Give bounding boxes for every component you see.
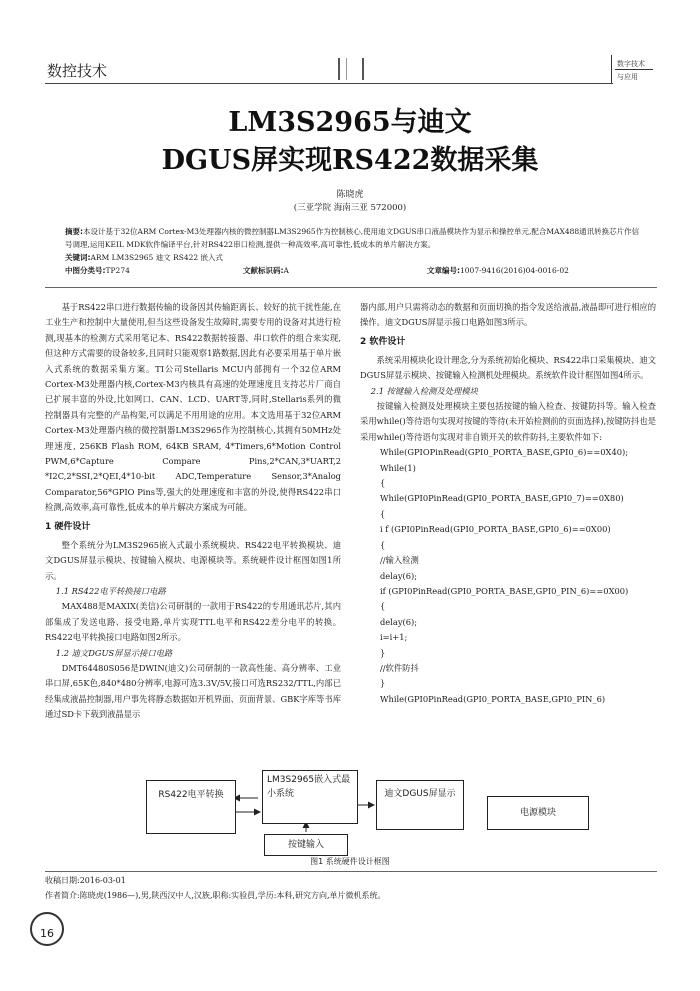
keywords-label: 关键词: <box>65 253 91 262</box>
code-line: While(GPI0PinRead(GPI0_PORTA_BASE,GPI0_7)==0X80) <box>380 493 624 504</box>
article-number-value: 1007-9416(2016)04-0016-02 <box>460 266 569 275</box>
code-line: While(1) <box>380 462 416 473</box>
code-line: //软件防抖 <box>380 662 419 673</box>
classification-label: 中图分类号: <box>65 266 106 275</box>
affiliation: (三亚学院 海南三亚 572000) <box>293 203 407 213</box>
heading-hardware: 1 硬件设计 <box>45 521 91 532</box>
code-line: i f (GPI0PinRead(GPI0_PORTA_BASE,GPI0_6)==0X00) <box>380 524 611 535</box>
abstract-text: 本设计基于32位ARM Cortex-M3处理器内核的微控制器LM3S2965作为控制核心,使用迪文DGUS串口液晶模块作为显示和操控单元,配合MAX488通讯转换芯片作信号调理,运用KEIL MDK软件编译平台,针对RS422串口检测,提供一种高效率,高可靠性,低成本的单片解决方案。 <box>65 227 640 249</box>
intro-paragraph: 基于RS422串口进行数据传输的设备因其传输距离长、较好的抗干扰性能,在工业生产和控制中大量使用,但当这些设备发生故障时,需要专用的设备对其进行检测,现基本的检测方式采用笔记本、RS422数据转接器、串口软件的组合来实现,但这种方式需要的设备较多,且同时只能观察1路数据,因此有必要采用基于单片嵌入式系统的数据采集方案。TI公司Stellaris MCU内部拥有一个32位ARM Cortex-M3处理器内核,Cortex-M3内核具有高速的处理速度且支持芯片厂商自已扩展丰富的外设,比如网口、CAN、LCD、UART等,同时,Stellaris系列的微控制器具有完整的产品构架,可以满足不用用途的应用。本文选用基于32位ARM Cortex-M3处理器内核的微控制器LM3S2965作为控制核心,其拥有50MHz处理速度, 256KB Flash ROM, 64KB SRAM, 4*Timers,6*Motion Control PWM,6*Capture Compare Pins,2*CAN,3*UART,2 *I2C,2*SSI,2*QEI,4*10-bit ADC,Temperature Sensor,3*Analog Comparator,56*GPIO Pins等,强大的处理速度和丰富的外设,使得RS422串口检测,高效率,高可靠性,低成本的单片解决方案成为可能。 <box>45 302 341 513</box>
code-line: { <box>380 508 386 519</box>
heading-software: 2 软件设计 <box>360 336 406 347</box>
code-line: if (GPI0PinRead(GPI0_PORTA_BASE,GPI0_PIN_6)==0X00) <box>380 585 629 596</box>
code-line: } <box>380 678 386 689</box>
classification-value: TP274 <box>105 266 130 275</box>
rs422-paragraph: MAX488是MAXIX(美信)公司研制的一款用于RS422的专用通讯芯片,其内部集成了发送电路、接受电路,单片实现TTL电平和RS422差分电平的转换。RS422电平转换接口电路如图2所示。 <box>45 601 341 643</box>
figure-box-dgus: 迪文DGUS屏显示 <box>376 780 464 830</box>
author-name: 陈晓虎 <box>336 190 364 200</box>
code-line: //输入检测 <box>380 555 419 566</box>
code-line: delay(6); <box>380 570 418 581</box>
code-line: delay(6); <box>380 616 418 627</box>
footer-rule <box>45 871 657 872</box>
code-line: { <box>380 478 386 489</box>
figure-box-mcu: LM3S2965嵌入式最小系统 <box>262 770 358 824</box>
continued-paragraph: 器内部,用户只需将动态的数据和页面切换的指令发送给液晶,液晶即可进行相应的操作。迪文DGUS屏显示接口电路如图3所示。 <box>360 302 656 328</box>
keys-paragraph: 按键输入检测及处理模块主要包括按键的输入检查、按键防抖等。输入检查采用while()等待语句实现对按键的等待(未开始检测前的页面选择),按键防抖也是采用while()等待语句实现对非自锁开关的软件防抖,主要软件如下: <box>360 401 656 442</box>
page-number: 16 <box>30 912 64 946</box>
logo-text-1: 数字技术 <box>617 60 645 68</box>
software-paragraph: 系统采用模块化设计理念,分为系统初始化模块、RS422串口采集模块、迪文DGUS屏显示模块、按键输入检测机处理模块。系统软件设计框图如图4所示。 <box>360 354 656 381</box>
code-line: While(GPI0PinRead(GPI0_PORTA_BASE,GPI0_PIN_6) <box>380 693 606 704</box>
keywords-text: ARM LM3S2965 迪文 RS422 嵌入式 <box>90 253 224 262</box>
article-number-label: 文章编号: <box>427 266 460 275</box>
author-bio: 作者简介:陈晓虎(1986—),男,陕西汉中人,汉族,职称:实验員,学历:本科,研究方向,单片微机系统。 <box>45 891 386 900</box>
subheading-rs422: 1.1 RS422电平转换接口电路 <box>55 585 166 596</box>
section-title: 数控技术 <box>47 62 108 80</box>
figure-box-keys: 按键输入 <box>264 834 348 856</box>
code-line: { <box>380 601 386 612</box>
dgus-paragraph: DMT64480S056是DWIN(迪文)公司研制的一款高性能、高分辨率、工业串口屏,65K色,840*480分辨率,电源可选3.3V/5V,接口可选RS232/TTL,内部已经集成液晶控制器,用户事先将静态数据如开机界面、页面背景、GBK字库等书库通过SD卡下载到液晶显示 <box>45 662 341 720</box>
document-code-label: 文献标识码: <box>243 266 284 275</box>
document-code-value: A <box>283 266 289 275</box>
figure-caption: 图1 系统硬件设计框图 <box>310 857 390 866</box>
subheading-dgus: 1.2 迪文DGUS屏显示接口电路 <box>55 647 173 658</box>
paper-title-line2: DGUS屏实现RS422数据采集 <box>161 145 539 176</box>
received-date: 收稿日期:2016-03-01 <box>45 876 126 885</box>
code-line: { <box>380 539 386 550</box>
figure-box-power: 电源模块 <box>487 796 589 830</box>
abstract-label: 摘要: <box>65 227 83 236</box>
subheading-keys: 2.1 按键输入检测及处理模块 <box>370 385 478 396</box>
code-line: i=i+1; <box>380 632 408 643</box>
code-line: } <box>380 647 386 658</box>
figure-box-rs422: RS422电平转换 <box>146 780 236 834</box>
hardware-paragraph: 整个系统分为LM3S2965嵌入式最小系统模块、RS422电平转换模块、迪文DGUS屏显示模块、按键输入模块、电源模块等。系统硬件设计框图如图1所示。 <box>45 539 341 581</box>
paper-title-line1: LM3S2965与迪文 <box>228 107 472 138</box>
code-line: While(GPIOPinRead(GPI0_PORTA_BASE,GPI0_6)==0X40); <box>380 447 629 458</box>
logo-text-2: 与应用 <box>617 73 638 81</box>
